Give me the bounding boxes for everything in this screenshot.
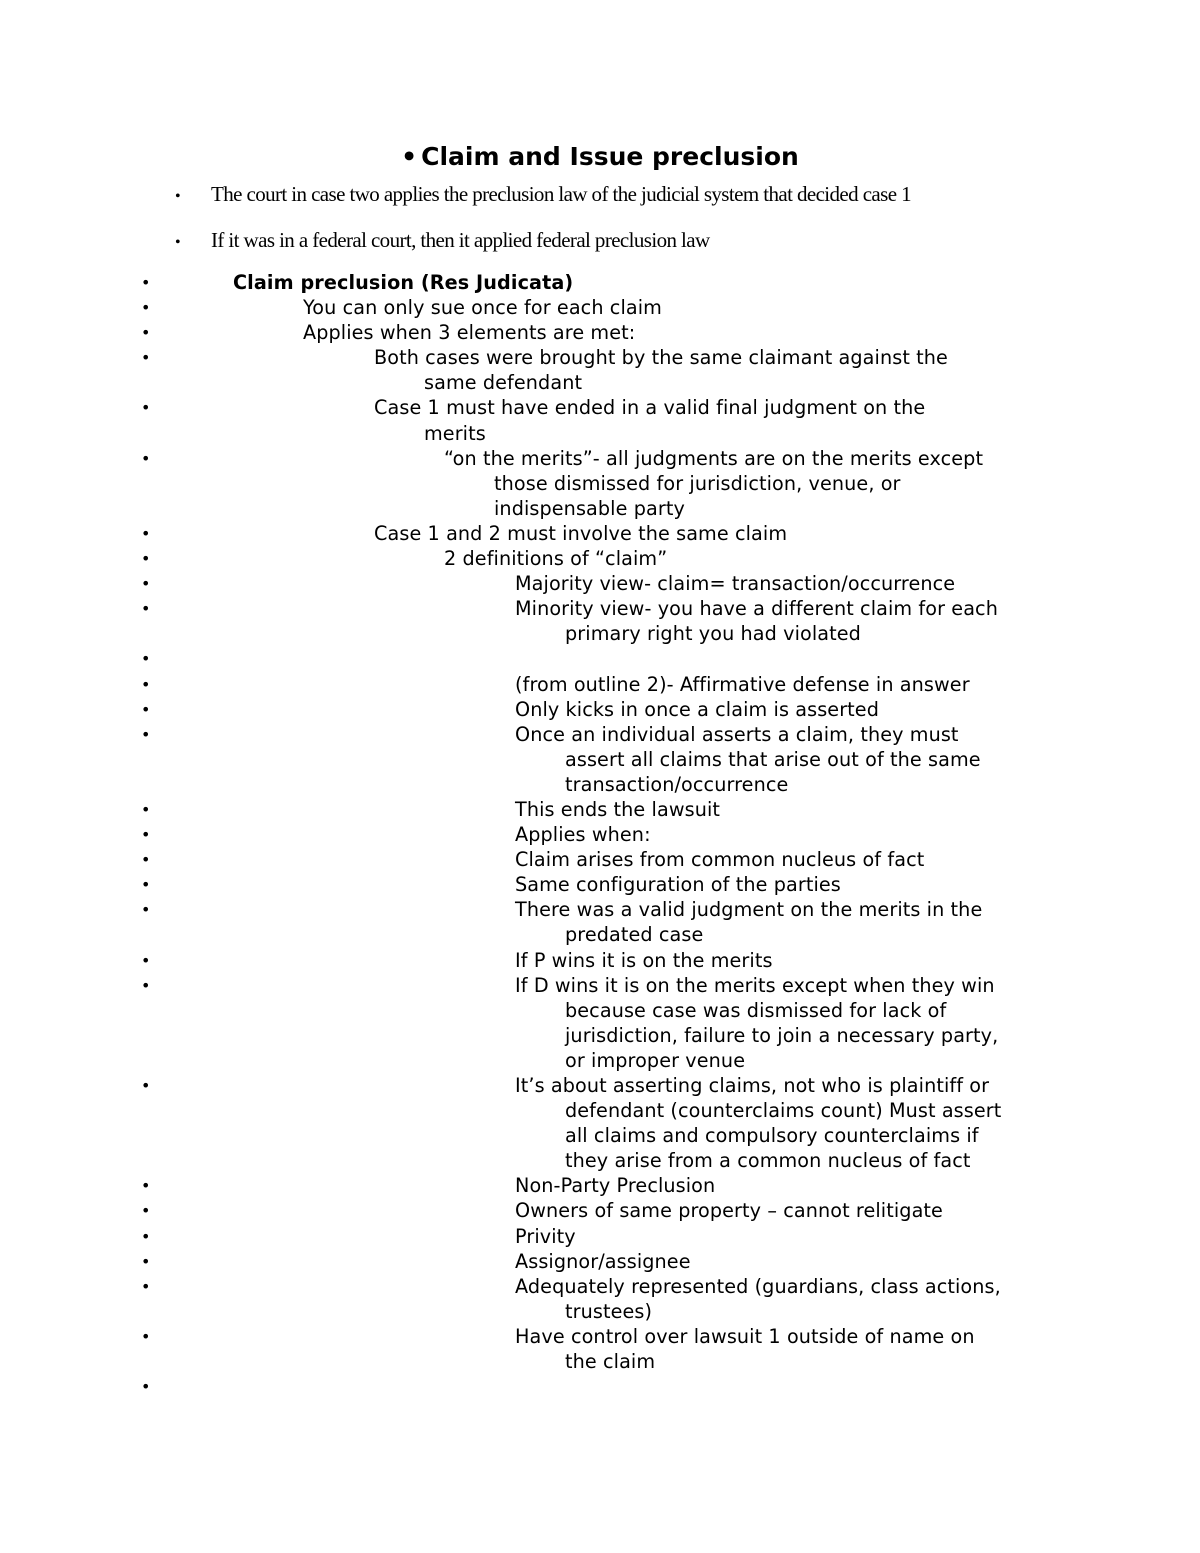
outline-item bbox=[0, 948, 1200, 973]
bullet-icon: • bbox=[141, 1276, 151, 1296]
outline-item bbox=[0, 1073, 1200, 1173]
outline-item-text: Claim preclusion (Res Judicata) bbox=[233, 271, 574, 294]
outline-item-line: indispensable party bbox=[494, 496, 685, 520]
outline-item-text bbox=[0, 722, 1200, 797]
outline-item-line: merits bbox=[424, 421, 486, 445]
outline-item-text: Assignor/assignee bbox=[515, 1249, 691, 1273]
outline-item bbox=[0, 672, 1200, 697]
bullet-icon: • bbox=[141, 1377, 151, 1397]
intro-item-1 bbox=[175, 180, 911, 211]
outline-item-line: “on the merits”- all judgments are on the merits except bbox=[444, 446, 984, 470]
bullet-icon: • bbox=[141, 1201, 151, 1221]
outline-item-line: Both cases were brought by the same claimant against the bbox=[374, 346, 948, 370]
outline-item-line: because case was dismissed for lack of bbox=[565, 998, 947, 1022]
outline-item bbox=[0, 697, 1200, 722]
outline-item-line: Once an individual asserts a claim, they must bbox=[515, 722, 959, 746]
outline-item bbox=[0, 320, 1200, 345]
outline-item-line: trustees) bbox=[565, 1299, 653, 1323]
outline-item-text bbox=[0, 395, 1200, 445]
outline-item bbox=[0, 646, 1200, 671]
outline-item bbox=[0, 1249, 1200, 1274]
bullet-icon: • bbox=[141, 900, 151, 920]
outline-item-line: There was a valid judgment on the merits in the bbox=[515, 898, 983, 922]
bullet-icon: • bbox=[141, 523, 151, 543]
bullet-icon: • bbox=[141, 699, 151, 719]
page-title bbox=[0, 140, 1200, 174]
outline-item-line: Have control over lawsuit 1 outside of name on bbox=[515, 1324, 975, 1348]
outline-item-text: Applies when 3 elements are met: bbox=[303, 321, 636, 345]
bullet-icon: • bbox=[141, 273, 151, 292]
outline-item-line: Adequately represented (guardians, class actions, bbox=[515, 1274, 1001, 1298]
outline-item-text: Only kicks in once a claim is asserted bbox=[515, 697, 879, 721]
outline-item bbox=[0, 571, 1200, 596]
outline-item bbox=[0, 847, 1200, 872]
bullet-icon: • bbox=[141, 448, 151, 468]
bullet-icon: • bbox=[141, 599, 151, 619]
outline-item-line: or improper venue bbox=[565, 1048, 746, 1072]
outline-item bbox=[0, 270, 1200, 295]
bullet-icon: • bbox=[141, 348, 151, 368]
intro-text: The court in case two applies the preclusion law of the judicial system that decided case 1 bbox=[211, 182, 911, 206]
intro-bullet: • bbox=[175, 234, 181, 251]
outline-item-text: 2 definitions of “claim” bbox=[444, 547, 668, 571]
outline-item-text: You can only sue once for each claim bbox=[303, 296, 662, 320]
outline-item-line: those dismissed for jurisdiction, venue, or bbox=[494, 471, 901, 495]
outline-item bbox=[0, 973, 1200, 1073]
title-bullet: • bbox=[401, 142, 418, 171]
bullet-icon: • bbox=[141, 649, 151, 669]
outline-item bbox=[0, 395, 1200, 445]
outline-item bbox=[0, 295, 1200, 320]
outline-item-text: Privity bbox=[515, 1224, 576, 1248]
outline-item bbox=[0, 1224, 1200, 1249]
bullet-icon: • bbox=[141, 825, 151, 845]
bullet-icon: • bbox=[141, 1226, 151, 1246]
title-text: Claim and Issue preclusion bbox=[421, 142, 799, 171]
bullet-icon: • bbox=[141, 724, 151, 744]
outline-item-line: assert all claims that arise out of the same bbox=[565, 747, 981, 771]
bullet-icon: • bbox=[141, 549, 151, 569]
outline-item bbox=[0, 897, 1200, 947]
outline-item bbox=[0, 872, 1200, 897]
outline-item-text bbox=[0, 1274, 1200, 1324]
outline-item-text bbox=[0, 1324, 1200, 1374]
outline-item bbox=[0, 1324, 1200, 1374]
bullet-icon: • bbox=[141, 323, 151, 343]
outline-item bbox=[0, 1173, 1200, 1198]
outline-item-line: primary right you had violated bbox=[565, 622, 861, 646]
outline-item-line: predated case bbox=[565, 923, 704, 947]
outline-item-text bbox=[0, 596, 1200, 646]
outline-item-line: they arise from a common nucleus of fact bbox=[565, 1149, 971, 1173]
outline-item bbox=[0, 546, 1200, 571]
outline-item bbox=[0, 345, 1200, 395]
bullet-icon: • bbox=[141, 950, 151, 970]
outline-item bbox=[0, 596, 1200, 646]
bullet-icon: • bbox=[141, 799, 151, 819]
outline-item-line: same defendant bbox=[424, 371, 583, 395]
bullet-icon: • bbox=[141, 850, 151, 870]
intro-item-2 bbox=[175, 226, 710, 257]
outline-item bbox=[0, 722, 1200, 797]
outline-item-line: transaction/occurrence bbox=[565, 772, 789, 796]
outline-item-text bbox=[0, 897, 1200, 947]
outline-item-text bbox=[0, 1073, 1200, 1173]
intro-text: If it was in a federal court, then it applied federal preclusion law bbox=[211, 228, 710, 252]
outline-item-text: Same configuration of the parties bbox=[515, 873, 841, 897]
outline-item-line: defendant (counterclaims count) Must assert bbox=[565, 1099, 1002, 1123]
outline-item-line: the claim bbox=[565, 1350, 656, 1374]
outline-item-text: This ends the lawsuit bbox=[515, 797, 721, 821]
bullet-icon: • bbox=[141, 975, 151, 995]
outline-item-line: It’s about asserting claims, not who is plaintiff or bbox=[515, 1074, 990, 1097]
outline-item-text: If P wins it is on the merits bbox=[515, 948, 773, 972]
outline-item-text: (from outline 2)- Affirmative defense in answer bbox=[515, 672, 970, 696]
outline-item-line: jurisdiction, failure to join a necessary party, bbox=[565, 1023, 999, 1047]
outline-item-text: Majority view- claim= transaction/occurrence bbox=[515, 572, 956, 596]
outline-item bbox=[0, 446, 1200, 521]
intro-bullet: • bbox=[175, 188, 181, 205]
outline-item bbox=[0, 822, 1200, 847]
outline-item-text bbox=[0, 345, 1200, 395]
outline-item-text: Applies when: bbox=[515, 823, 651, 847]
outline-list bbox=[0, 270, 1200, 1399]
bullet-icon: • bbox=[141, 574, 151, 594]
outline-item bbox=[0, 521, 1200, 546]
outline-item-line: If D wins it is on the merits except when they win bbox=[515, 973, 995, 997]
outline-item-text bbox=[0, 446, 1200, 521]
bullet-icon: • bbox=[141, 1176, 151, 1196]
bullet-icon: • bbox=[141, 1326, 151, 1346]
outline-item-text: Claim arises from common nucleus of fact bbox=[515, 848, 925, 872]
bullet-icon: • bbox=[141, 674, 151, 694]
outline-item-text: Case 1 and 2 must involve the same claim bbox=[374, 521, 788, 545]
bullet-icon: • bbox=[141, 875, 151, 895]
bullet-icon: • bbox=[141, 298, 151, 318]
outline-item-text: Owners of same property – cannot relitigate bbox=[515, 1199, 943, 1223]
outline-item-line: all claims and compulsory counterclaims if bbox=[565, 1124, 979, 1148]
outline-item bbox=[0, 1274, 1200, 1324]
outline-item-line: Case 1 must have ended in a valid final judgment on the bbox=[374, 396, 926, 420]
outline-item-text: Non-Party Preclusion bbox=[515, 1174, 716, 1198]
outline-item bbox=[0, 1198, 1200, 1223]
outline-item bbox=[0, 797, 1200, 822]
outline-item-text bbox=[0, 973, 1200, 1073]
bullet-icon: • bbox=[141, 398, 151, 418]
bullet-icon: • bbox=[141, 1076, 151, 1095]
bullet-icon: • bbox=[141, 1251, 151, 1271]
outline-item bbox=[0, 1374, 1200, 1399]
outline-item-line: Minority view- you have a different claim for each bbox=[515, 597, 998, 621]
